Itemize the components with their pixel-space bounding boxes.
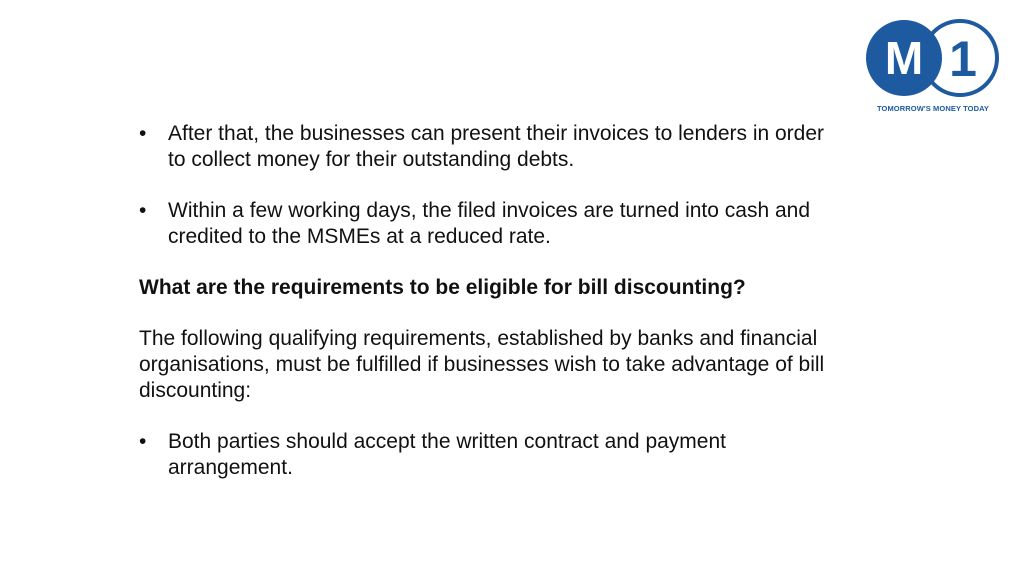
logo-tagline: TOMORROW'S MONEY TODAY [876,104,990,113]
bullet-item [139,198,839,250]
bullet-item [139,121,839,173]
bullet-marker: • [139,199,147,222]
company-logo [862,14,1004,118]
bullet-text: After that, the businesses can present their invoices to lenders in order to collect money for their outstanding debts. [168,122,825,171]
bullet-text: Within a few working days, the filed invoices are turned into cash and credited to the MSMEs at a reduced rate. [168,199,811,248]
bullet-item [139,429,839,481]
bullet-marker: • [139,122,147,145]
logo-letter: M [884,32,924,84]
slide-content [139,121,839,506]
bullet-text: Both parties should accept the written contract and payment arrangement. [168,430,726,479]
section-heading: What are the requirements to be eligible for bill discounting? [139,276,746,299]
logo-number: 1 [949,31,977,87]
bullet-marker: • [139,430,147,453]
body-paragraph: The following qualifying requirements, established by banks and financial organisations, must be fulfilled if businesses wish to take advantage of bill discounting: [139,327,825,402]
m1-logo-mark [862,14,1004,106]
